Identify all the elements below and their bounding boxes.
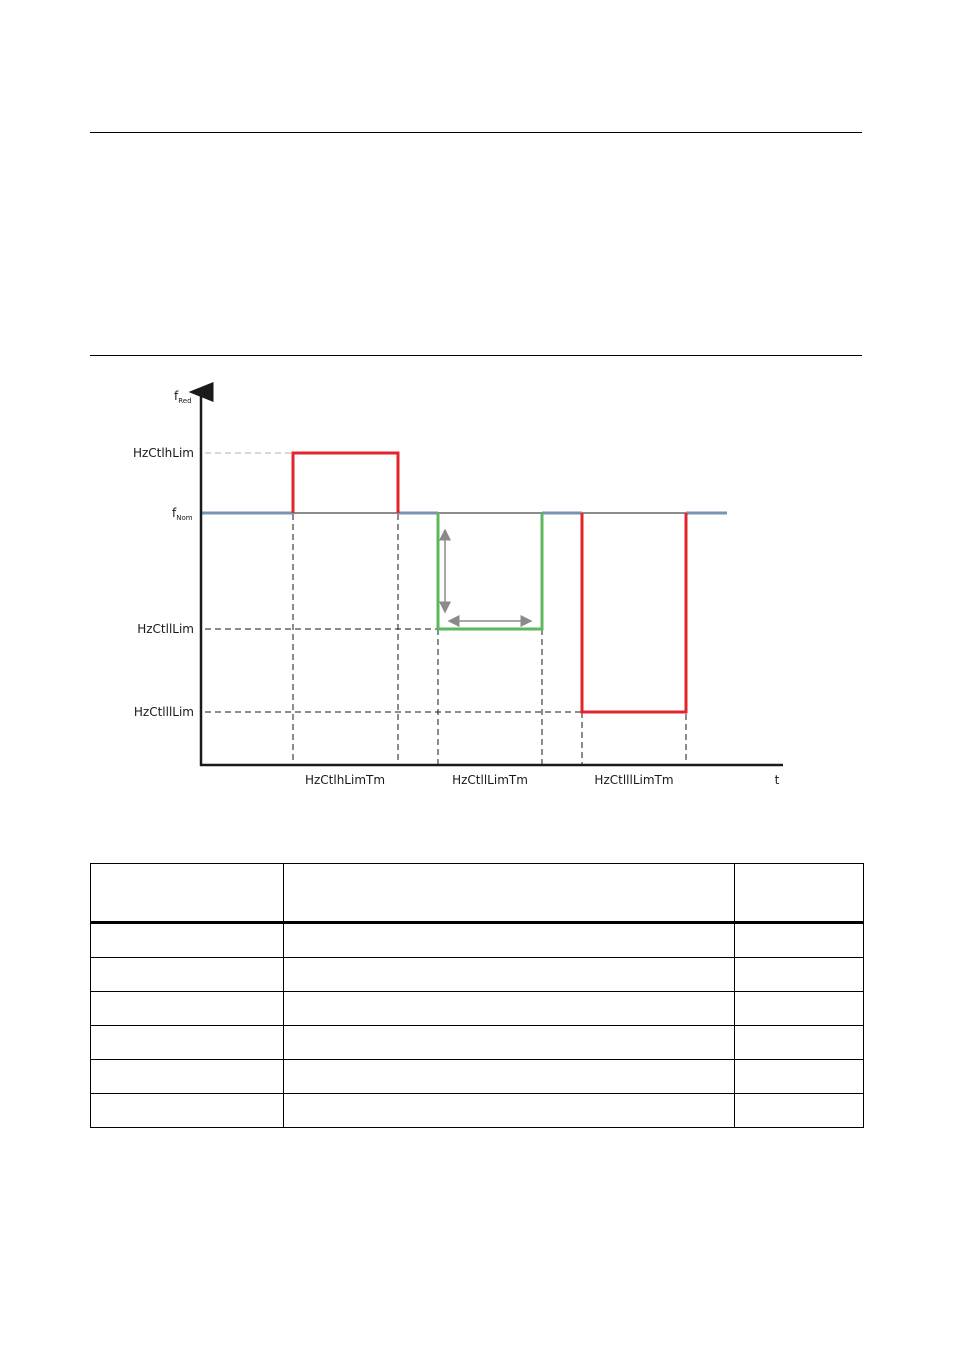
- table-cell: [91, 1026, 284, 1060]
- header-cell-name: [91, 864, 284, 923]
- lower-limit-2-pulse: [582, 513, 686, 712]
- parameter-table: [90, 863, 864, 1128]
- table-cell: [735, 1060, 864, 1094]
- table-cell: [91, 1094, 284, 1128]
- table-cell: [284, 923, 735, 958]
- lower-limit-2-time-label: HzCtlllLimTm: [594, 773, 674, 787]
- upper-limit-label: HzCtlhLim: [132, 446, 194, 460]
- y-axis-label: $f_{Red}$: [174, 389, 192, 405]
- lower-limit-1-label: HzCtllLim: [137, 622, 194, 636]
- table-row: [91, 992, 864, 1026]
- table-cell: [284, 1026, 735, 1060]
- table-cell: [91, 1060, 284, 1094]
- table-cell: [735, 923, 864, 958]
- lower-limit-2-label: HzCtlllLim: [133, 705, 194, 719]
- table-header-row: [91, 864, 864, 923]
- table-cell: [735, 1094, 864, 1128]
- table-row: [91, 923, 864, 958]
- table-cell: [735, 1026, 864, 1060]
- table-cell: [284, 958, 735, 992]
- upper-limit-time-label: HzCtlhLimTm: [304, 773, 386, 787]
- lower-limit-1-time-label: HzCtllLimTm: [452, 773, 528, 787]
- table-row: [91, 1060, 864, 1094]
- x-axis-label: t: [774, 773, 780, 787]
- header-cell-description: [284, 864, 735, 923]
- table-cell: [91, 958, 284, 992]
- lower-limit-1-pulse: [438, 513, 542, 629]
- table-cell: [91, 992, 284, 1026]
- table-cell: [91, 923, 284, 958]
- header-cell-value: [735, 864, 864, 923]
- nominal-label: $f_{Nom}$: [172, 506, 193, 522]
- table-cell: [735, 992, 864, 1026]
- table-cell: [735, 958, 864, 992]
- table-cell: [284, 1094, 735, 1128]
- upper-limit-pulse: [293, 453, 398, 513]
- table-cell: [284, 992, 735, 1026]
- table-row: [91, 1026, 864, 1060]
- table-row: [91, 1094, 864, 1128]
- table-cell: [284, 1060, 735, 1094]
- table-row: [91, 958, 864, 992]
